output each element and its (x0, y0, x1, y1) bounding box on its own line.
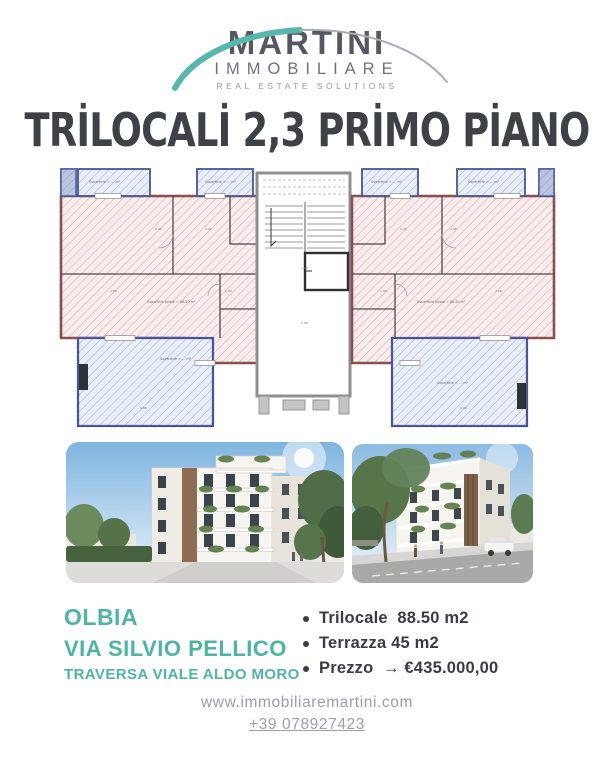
stair-core (257, 173, 350, 414)
plan-dimension-label: 3.45 (155, 227, 162, 231)
logo (0, 26, 614, 90)
detail-item-price (303, 659, 498, 678)
left-apartment (61, 169, 257, 426)
page-title: TRİLOCALİ 2,3 PRİMO PİANO (24, 103, 590, 157)
location-block (64, 603, 300, 685)
plan-dimension-label: 3.45 (450, 227, 457, 231)
detail-item-size (303, 609, 498, 628)
footer-website[interactable]: www.immobiliaremartini.com (201, 694, 413, 711)
plan-dimension-label: 4.96 (140, 406, 147, 410)
plan-dimension-label: Superficie totale = 88.50 m² (147, 300, 196, 304)
building-render-left (66, 442, 344, 583)
plan-dimension-label: 4.96 (460, 406, 467, 410)
building-render-right (352, 444, 533, 583)
detail-item-terrace (303, 634, 498, 653)
footer (0, 694, 614, 734)
plan-dimension-label: Superficie = … m² (160, 357, 192, 361)
detail-text: Trilocale 88.50 m2 (319, 609, 469, 627)
logo-name: MARTINI (227, 24, 387, 61)
plan-dimension-label: 1.90 (225, 289, 232, 293)
details-list (303, 609, 498, 684)
plan-dimension-label: Superficie = … m² (371, 180, 403, 184)
plan-dimension-label: 1.90 (380, 289, 387, 293)
location-city: OLBIA (64, 604, 139, 630)
bullet-icon (303, 641, 309, 647)
detail-text: Terrazza 45 m2 (319, 634, 439, 652)
right-apartment (352, 169, 554, 426)
logo-subtitle: IMMOBILIARE (214, 60, 400, 78)
location-cross-street: TRAVERSA VIALE ALDO MORO (64, 666, 300, 684)
location-street: VIA SILVIO PELLICO (64, 635, 287, 661)
bullet-icon (303, 666, 309, 672)
plan-dimension-label: Superficie = … m² (89, 180, 121, 184)
plan-dimension-label: Superficie totale = 88.50 m² (417, 300, 466, 304)
detail-text: Prezzo → €435.000,00 (319, 659, 499, 677)
building-photo-left (66, 442, 344, 583)
floor-plan (55, 164, 560, 432)
plan-dimension-label: Superficie = … m² (437, 381, 469, 385)
footer-phone[interactable]: +39 078927423 (249, 716, 365, 733)
plan-dimension-label: 1.20 (301, 266, 308, 270)
plan-dimension-label: 2.68 (301, 321, 308, 325)
plan-dimension-label: 4.06 (495, 289, 502, 293)
plan-dimension-label: 1.45 (400, 227, 407, 231)
building-photo-right (352, 444, 533, 583)
floor-plan-drawing (55, 164, 560, 432)
bullet-icon (303, 616, 309, 622)
plan-dimension-label: 4.06 (110, 289, 117, 293)
plan-dimension-label: Superficie = … m² (468, 180, 500, 184)
plan-dimension-label: Superficie = … m² (205, 180, 237, 184)
logo-tagline: REAL ESTATE SOLUTIONS (216, 80, 398, 91)
plan-dimension-label: 1.45 (205, 227, 212, 231)
